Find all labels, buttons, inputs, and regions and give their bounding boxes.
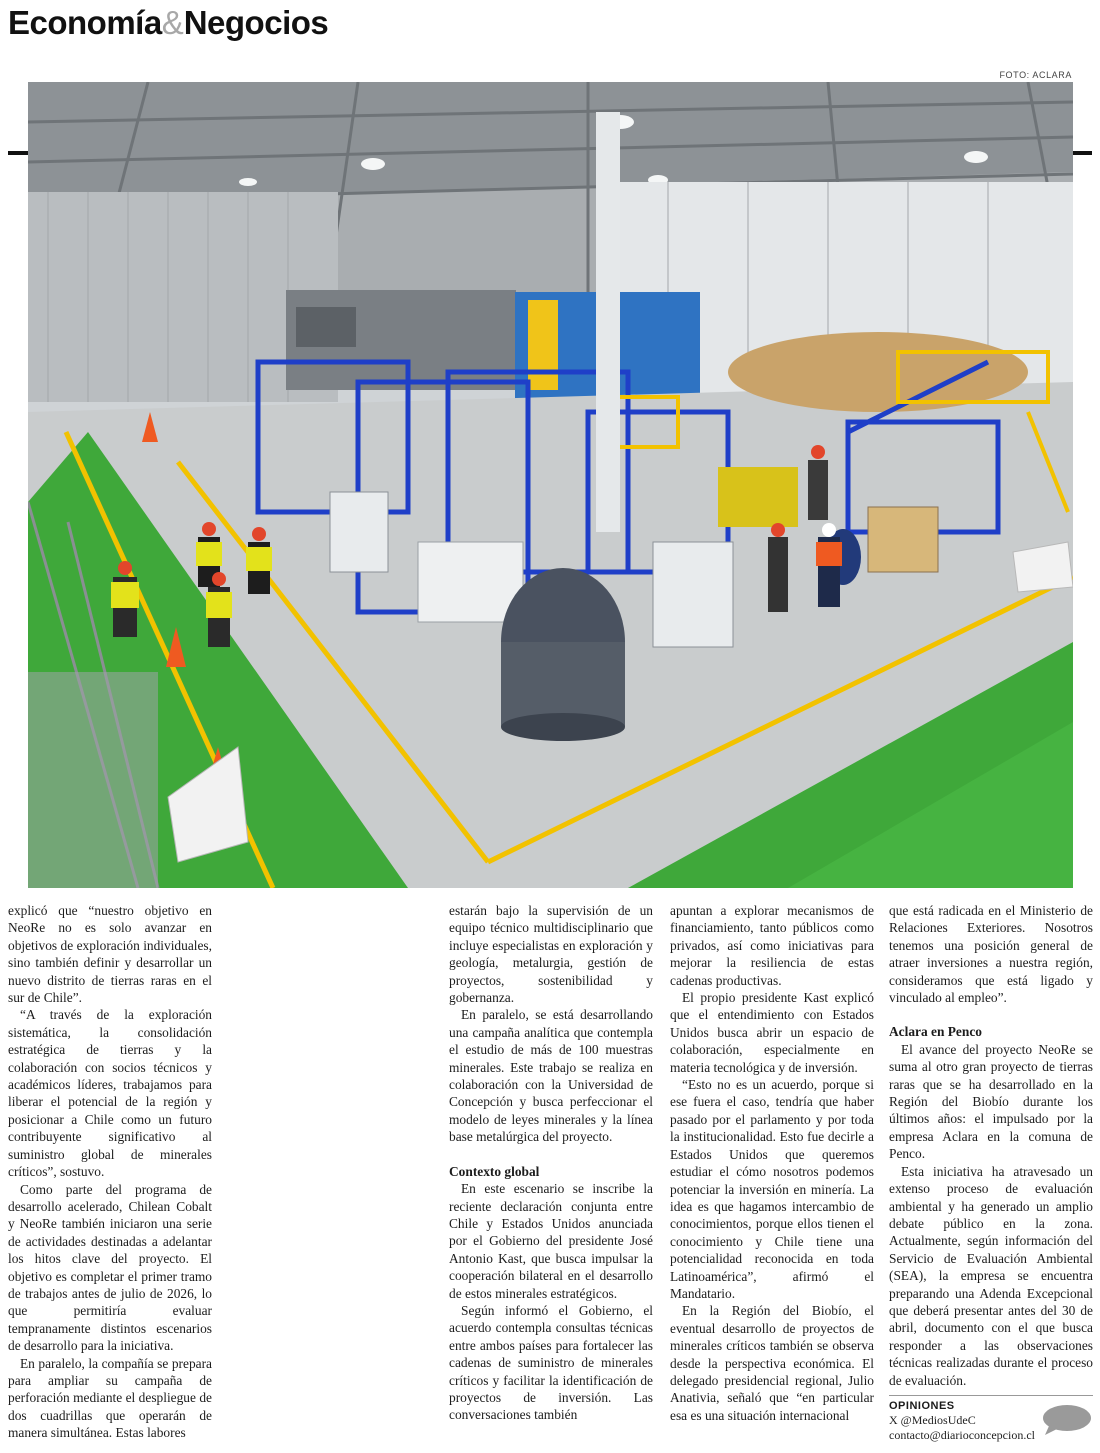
section-title-ampersand: & — [161, 4, 184, 41]
contact-email[interactable]: contacto@diarioconcepcion.cl — [889, 1427, 1035, 1442]
plant-photo — [28, 82, 1073, 888]
paragraph: En este escenario se inscribe la reciente declaración conjunta entre Chile y Estados Unidos anunciada por el Gobierno del presidente José Antonio Kast, que busca impulsar la cooperación bilateral en el desarrollo de estos minerales estratégicos. — [449, 1181, 653, 1301]
plant-illustration — [28, 82, 1073, 888]
divider-right — [1070, 151, 1092, 155]
paragraph: En paralelo, se está desarrollando una campaña analítica que contempla el estudio de más de 100 muestras minerales. Este trabajo se realiza en colaboración con la Universidad de Concepción y busca perfeccionar el modelo de leyes minerales y la línea base metalúrgica del proyecto. — [449, 1007, 653, 1145]
twitter-handle[interactable]: X @MediosUdeC — [889, 1413, 976, 1427]
divider-left — [8, 151, 30, 155]
paragraph: apuntan a explorar mecanismos de financiamiento, tanto públicos como privados, así como iniciativas para mejorar la resiliencia de estas cadenas productivas. — [670, 903, 874, 988]
article-column-4 — [889, 902, 1093, 1389]
paragraph: El propio presidente Kast explicó que el entendimiento con Estados Unidos busca abrir un espacio de colaboración, especialmente en materia tecnológica y de inversión. — [670, 990, 874, 1075]
paragraph: Como parte del programa de desarrollo acelerado, Chilean Cobalt y NeoRe también iniciaron una serie de actividades destinadas a adelantar los hitos clave del proyecto. El objetivo es completar el primer tramo de trabajos antes de julio de 2026, lo que permitiría evaluar tempranamente distintos escenarios de desarrollo para la iniciativa. — [8, 1181, 212, 1354]
paragraph: En la Región del Biobío, el eventual desarrollo de proyectos de minerales críticos también se observa desde la perspectiva económica. El delegado presidencial regional, Julio Anativia, señaló que “en particular esa es una situación internacional — [670, 1303, 874, 1423]
speech-bubble-icon — [1041, 1404, 1091, 1436]
photo-credit: FOTO: ACLARA — [999, 70, 1072, 80]
paragraph: explicó que “nuestro objetivo en NeoRe no es solo avanzar en objetivos de exploración individuales, sino también definir y desarrollar un nuevo distrito de tierras raras en el sur de Chile”. — [8, 903, 212, 1006]
opinions-title: OPINIONES — [889, 1400, 955, 1412]
subheading-contexto-global: Contexto global — [449, 1163, 540, 1179]
opinions-box — [889, 1395, 1093, 1442]
article-column-2 — [449, 902, 653, 1424]
paragraph: Esta iniciativa ha atravesado un extenso proceso de evaluación ambiental y ha generado un amplio debate público en la zona. Actualmente, según información del Servicio de Evaluación Ambiental (SEA), la empresa se encuentra preparando una Adenda Excepcional que deberá presentar antes del 30 de abril, documento con el que busca responder a las observaciones técnicas realizadas durante el proceso de evaluación. — [889, 1163, 1093, 1388]
paragraph: estarán bajo la supervisión de un equipo técnico multidisciplinario que incluye especialistas en exploración y geología, metalurgia, gestión de proyectos, sostenibilidad y gobernanza. — [449, 903, 653, 1006]
paragraph: En paralelo, la compañía se prepara para ampliar su campaña de perforación mediante el despliegue de dos cuadrillas que operarán de manera simultánea. Estas labores — [8, 1355, 212, 1441]
paragraph: Según informó el Gobierno, el acuerdo contempla consultas técnicas entre ambos países para fortalecer las cadenas de suministro de minerales críticos y facilitar la identificación de proyectos de inversión. Las conversaciones también — [449, 1302, 653, 1423]
section-title-economia: Economía — [8, 4, 162, 41]
subheading-aclara-en-penco: Aclara en Penco — [889, 1024, 982, 1040]
paragraph: El avance del proyecto NeoRe se suma al otro gran proyecto de tierras raras que se ha desarrollado en la Región del Biobío durante los últimos años: el impulsado por la empresa Aclara en la comuna de Penco. — [889, 1041, 1093, 1162]
paragraph: “A través de la exploración sistemática, la consolidación estratégica de tierras y la colaboración con socios técnicos y académicos líderes, trabajamos para liberar el potencial de la región y posicionar a Chile como un futuro contribuyente significativo al suministro global de minerales críticos”, sostuvo. — [8, 1007, 212, 1180]
article-column-3 — [670, 902, 874, 1424]
article-column-1 — [8, 902, 212, 1442]
section-header — [8, 4, 328, 50]
paragraph: que está radicada en el Ministerio de Relaciones Exteriores. Nosotros tenemos una posición general de atraer inversiones a nuestra región, consideramos que está ligado y vinculado al empleo”. — [889, 903, 1093, 1006]
paragraph: “Esto no es un acuerdo, porque si ese fuera el caso, tendría que haber pasado por el parlamento y por toda la institucionalidad. Esto fue decirle a Estados Unidos que queremos estudiar el cómo nosotros podemos potenciar la inversión en minería. La idea es que hagamos intercambio de conocimientos, porque ellos tienen el conocimiento y Chile tiene una potencialidad reconocida en toda Latinoamérica”, afirmó el Mandatario. — [670, 1077, 874, 1301]
section-title-negocios: Negocios — [183, 4, 329, 41]
